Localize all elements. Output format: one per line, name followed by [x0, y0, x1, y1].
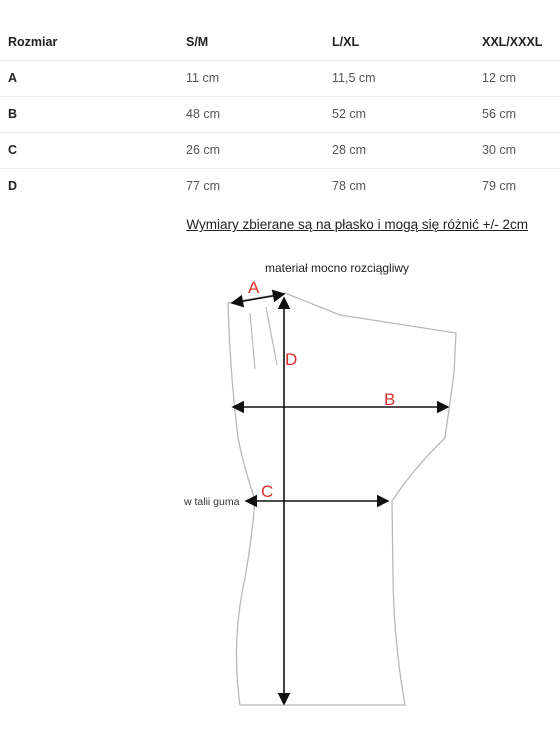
- table-cell: 48 cm: [186, 107, 221, 121]
- strap-line: [266, 307, 277, 365]
- table-cell: 11,5 cm: [332, 71, 376, 85]
- fabric-label: materiał mocno rozciągliwy: [265, 261, 410, 275]
- table-cell: 78 cm: [332, 179, 367, 193]
- marker-c: C: [261, 482, 274, 501]
- row-label: B: [8, 107, 18, 121]
- header-cell-lxl: L/XL: [332, 35, 360, 49]
- table-cell: 12 cm: [482, 71, 517, 85]
- header-cell-size: Rozmiar: [8, 35, 58, 49]
- table-cell: 11 cm: [186, 71, 220, 85]
- table-header-row: [0, 24, 560, 60]
- table-cell: 79 cm: [482, 179, 517, 193]
- table-cell: 56 cm: [482, 107, 517, 121]
- strap-line: [250, 313, 255, 369]
- table-row: [0, 132, 560, 168]
- header-cell-sm: S/M: [186, 35, 209, 49]
- table-cell: 52 cm: [332, 107, 367, 121]
- table-cell: 77 cm: [186, 179, 221, 193]
- row-label: C: [8, 143, 18, 157]
- table-cell: 28 cm: [332, 143, 367, 157]
- header-cell-xxlxxxl: XXL/XXXL: [482, 35, 543, 49]
- table-row: [0, 96, 560, 132]
- row-label: A: [8, 71, 18, 85]
- marker-b: B: [384, 390, 396, 409]
- dress-diagram: [160, 243, 490, 743]
- table-cell: 26 cm: [186, 143, 221, 157]
- row-label: D: [8, 179, 18, 193]
- table-row: [0, 168, 560, 204]
- marker-a: A: [248, 278, 260, 297]
- dress-outline-svg: [160, 243, 490, 743]
- waist-label: w talii guma: [184, 496, 240, 508]
- marker-d: D: [285, 350, 298, 369]
- table-row: [0, 60, 560, 96]
- measurement-note: Wymiary zbierane są na płasko i mogą się różnić +/- 2cm: [186, 217, 528, 232]
- table-cell: 30 cm: [482, 143, 517, 157]
